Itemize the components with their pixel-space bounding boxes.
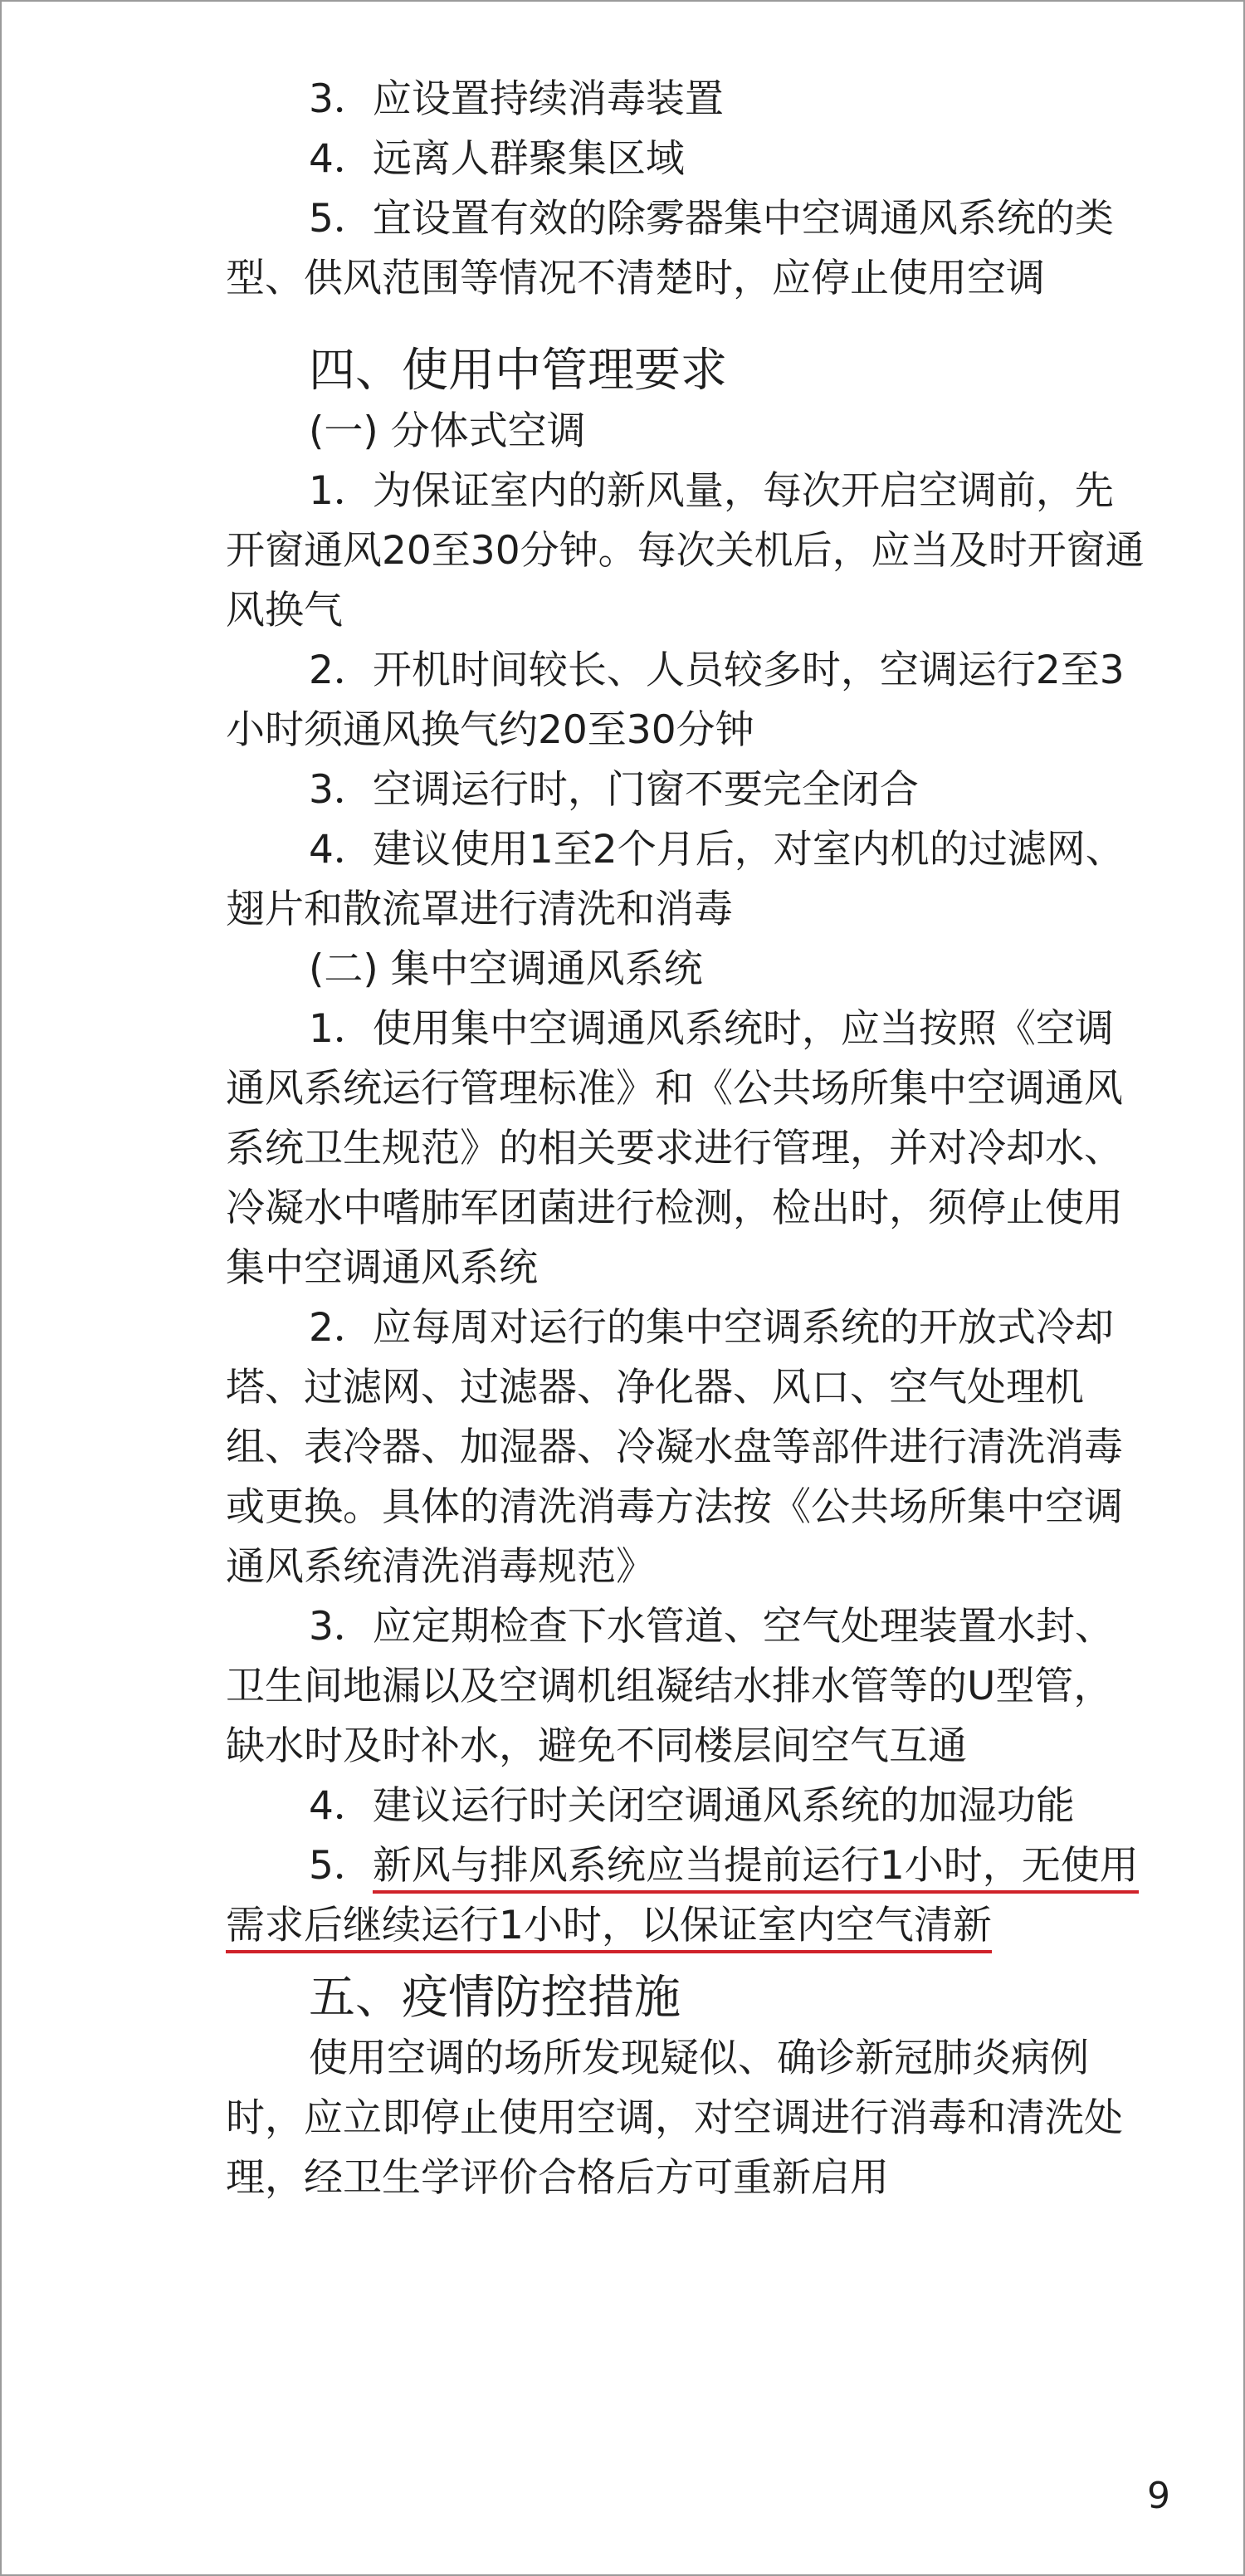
page-number: 9 (1147, 2475, 1170, 2517)
sec4-sub2-title: (二) 集中空调通风系统 (309, 946, 703, 992)
underlined-text: 需求后继续运行1小时，以保证室内空气清新 (226, 1903, 992, 1953)
sec4-sub1-item-4-line-2: 翅片和散流罩进行清洗和消毒 (226, 887, 733, 932)
sec4-sub2-item-2-line-1: 2．应每周对运行的集中空调系统的开放式冷却 (309, 1305, 1114, 1351)
sec4-sub2-item-2-line-2: 塔、过滤网、过滤器、净化器、风口、空气处理机 (226, 1365, 1084, 1410)
sec4-sub2-item-1-line-4: 冷凝水中嗜肺军团菌进行检测，检出时，须停止使用 (226, 1185, 1123, 1231)
sec4-sub2-item-1-line-3: 系统卫生规范》的相关要求进行管理，并对冷却水、 (226, 1126, 1123, 1171)
underlined-text: 新风与排风系统应当提前运行1小时，无使用 (373, 1843, 1139, 1894)
page-content (226, 70, 1155, 2208)
sec4-sub2-item-2-line-3: 组、表冷器、加湿器、冷凝水盘等部件进行清洗消毒 (226, 1425, 1123, 1470)
section-4-heading: 四、使用中管理要求 (309, 344, 727, 398)
sec4-sub2-item-1-line-2: 通风系统运行管理标准》和《公共场所集中空调通风 (226, 1066, 1123, 1112)
sec3-item-3: 3．应设置持续消毒装置 (309, 76, 724, 122)
sec4-sub2-item-1-line-1: 1．使用集中空调通风系统时，应当按照《空调 (309, 1006, 1114, 1052)
sec4-sub2-item-3-line-2: 卫生间地漏以及空调机组凝结水排水管等的U型管， (226, 1664, 1113, 1709)
sec4-sub1-item-1-line-3: 风换气 (226, 588, 343, 633)
sec5-para-line-2: 时，应立即停止使用空调，对空调进行消毒和清洗处 (226, 2095, 1123, 2141)
sec5-para-line-1: 使用空调的场所发现疑似、确诊新冠肺炎病例 (309, 2036, 1089, 2081)
sec4-sub1-item-2-line-2: 小时须通风换气约20至30分钟 (226, 707, 754, 753)
sec4-sub1-item-1-line-1: 1．为保证室内的新风量，每次开启空调前，先 (309, 468, 1114, 514)
sec4-sub2-item-2-line-5: 通风系统清洗消毒规范》 (226, 1544, 655, 1590)
section-spacer (226, 1956, 1155, 1967)
sec3-item-5-line-2: 型、供风范围等情况不清楚时，应停止使用空调 (226, 256, 1045, 301)
sec3-item-4: 4．远离人群聚集区域 (309, 136, 685, 182)
sec5-para-line-3: 理，经卫生学评价合格后方可重新启用 (226, 2155, 889, 2201)
section-5-heading: 五、疫情防控措施 (309, 1971, 681, 2025)
sec4-sub1-item-3: 3．空调运行时，门窗不要完全闭合 (309, 767, 919, 813)
sec4-sub2-item-3-line-1: 3．应定期检查下水管道、空气处理装置水封、 (309, 1604, 1114, 1650)
sec4-sub2-item-1-line-5: 集中空调通风系统 (226, 1245, 538, 1291)
sec4-sub1-item-2-line-1: 2．开机时间较长、人员较多时，空调运行2至3 (309, 648, 1125, 693)
sec4-sub2-item-4: 4．建议运行时关闭空调通风系统的加湿功能 (309, 1783, 1075, 1829)
sec4-sub1-item-4-line-1: 4．建议使用1至2个月后，对室内机的过滤网、 (309, 827, 1125, 873)
sec4-sub2-item-5-line-2 (226, 1896, 1155, 1956)
section-spacer (226, 309, 1155, 340)
sec4-sub1-title: (一) 分体式空调 (309, 408, 586, 454)
sec4-sub2-item-3-line-3: 缺水时及时补水，避免不同楼层间空气互通 (226, 1723, 967, 1769)
sec4-sub2-item-5-line-1 (226, 1836, 1155, 1896)
sec4-sub2-item-2-line-4: 或更换。具体的清洗消毒方法按《公共场所集中空调 (226, 1484, 1123, 1530)
sec3-item-5-line-1: 5．宜设置有效的除雾器集中空调通风系统的类 (309, 196, 1114, 242)
sec4-sub1-item-1-line-2: 开窗通风20至30分钟。每次关机后，应当及时开窗通 (226, 528, 1145, 574)
item-number: 5． (309, 1843, 373, 1889)
